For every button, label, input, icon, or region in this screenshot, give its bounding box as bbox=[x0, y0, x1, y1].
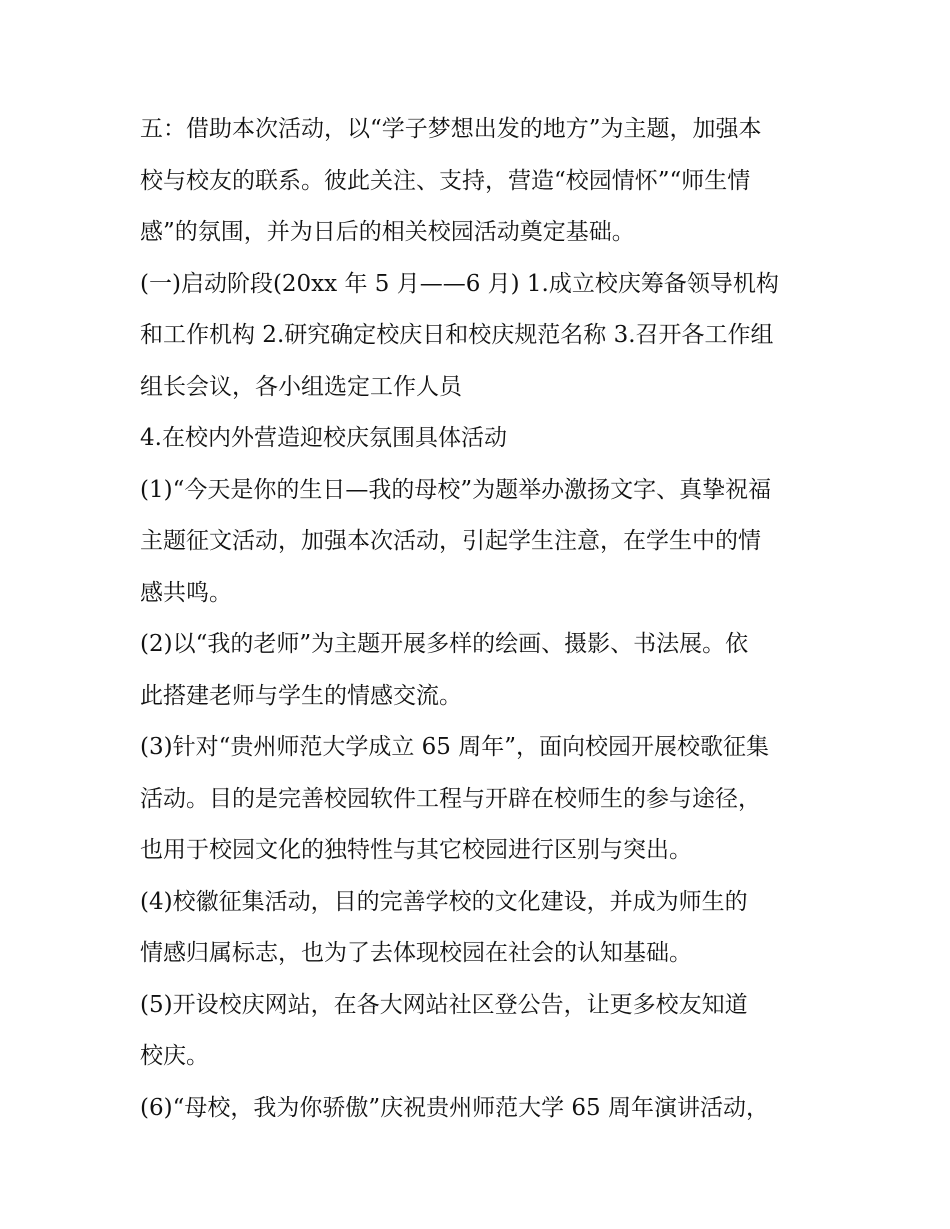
paragraph-section-five: 五：借助本次活动，以“学子梦想出发的地方”为主题，加强本 校与校友的联系。彼此关注、支持，营造“校园情怀”“师生情 感”的氛围，并为日后的相关校园活动奠定基础。 bbox=[140, 116, 762, 245]
paragraph-activity-5: (5)开设校庆网站，在各大网站社区登公告，让更多校友知道 校庆。 bbox=[140, 991, 748, 1069]
paragraph-activity-1: (1)“今天是你的生日—我的母校”为题举办激扬文字、真挚祝福 主题征文活动，加强本次活动，引起学生注意，在学生中的情 感共鸣。 bbox=[140, 476, 772, 606]
paragraph-activity-6: (6)“母校，我为你骄傲”庆祝贵州师范大学 65 周年演讲活动， bbox=[140, 1094, 769, 1121]
paragraph-activity-3: (3)针对“贵州师范大学成立 65 周年”，面向校园开展校歌征集 活动。目的是完善校园软件工程与开辟在校师生的参与途径， 也用于校园文化的独特性与其它校园进行区别与突出。 bbox=[140, 734, 769, 863]
paragraph-activity-2: (2)以“我的老师”为主题开展多样的绘画、摄影、书法展。依 此搭建老师与学生的情感交流。 bbox=[140, 631, 749, 709]
document-body bbox=[140, 104, 816, 1134]
paragraph-activity-4: (4)校徽征集活动，目的完善学校的文化建设，并成为师生的 情感归属标志，也为了去体现校园在社会的认知基础。 bbox=[140, 888, 748, 966]
paragraph-item-4: 4.在校内外营造迎校庆氛围具体活动 bbox=[140, 425, 507, 451]
paragraph-startup-phase: (一)启动阶段(20xx 年 5 月——6 月) 1.成立校庆筹备领导机构 和工作机构 2.研究确定校庆日和校庆规范名称 3.召开各工作组 组长会议，各小组选定工作人员 bbox=[140, 270, 779, 400]
